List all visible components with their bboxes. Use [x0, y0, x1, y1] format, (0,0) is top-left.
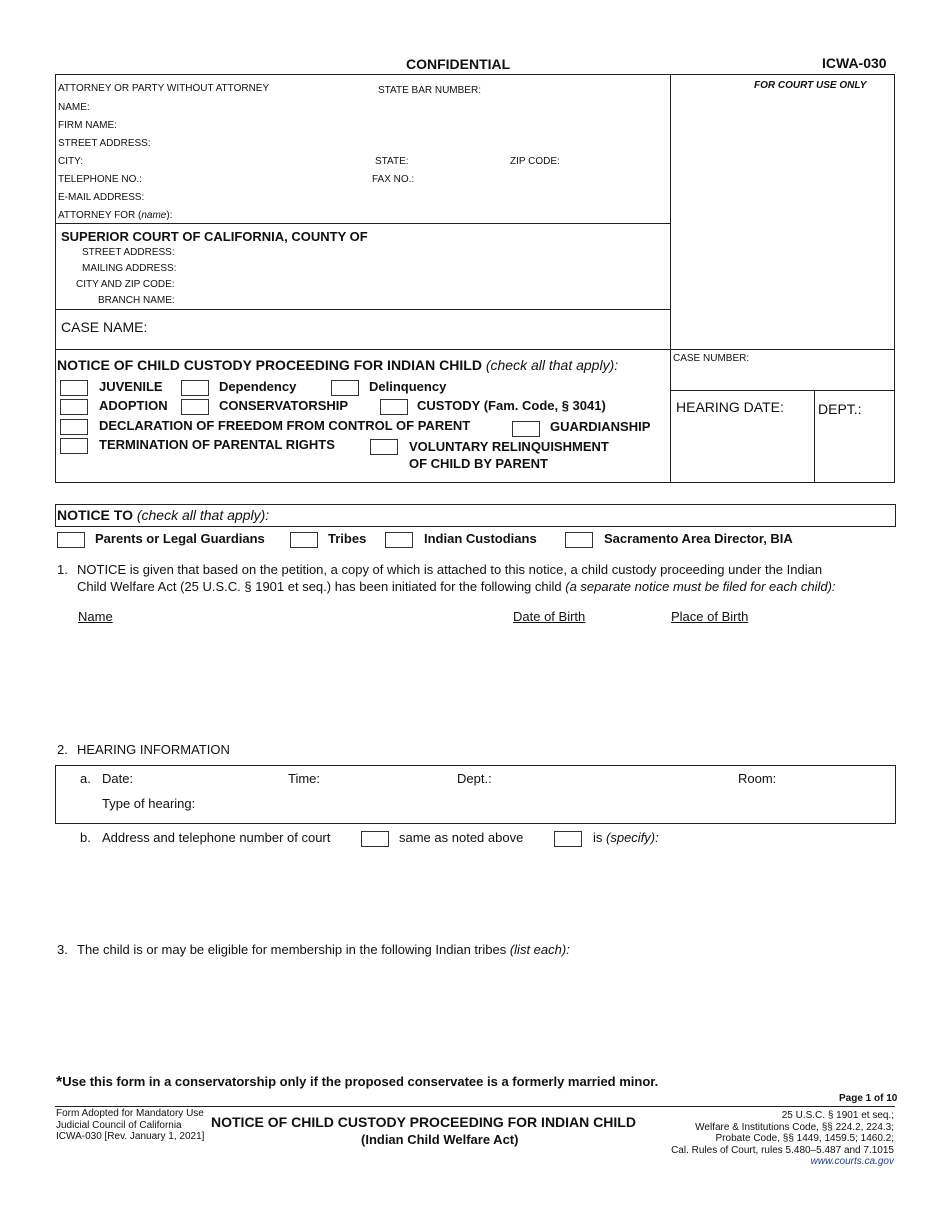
name-label: NAME: [58, 102, 90, 113]
court-city-zip-label: CITY AND ZIP CODE: [76, 279, 175, 290]
attorney-for-label: ATTORNEY FOR (name): [58, 210, 173, 221]
footer-subtitle: (Indian Child Welfare Act) [361, 1132, 519, 1147]
email-label: E-MAIL ADDRESS: [58, 192, 145, 203]
adoption-label: ADOPTION [99, 398, 168, 413]
termination-label: TERMINATION OF PARENTAL RIGHTS [99, 437, 335, 452]
hearing-dept-label: Dept.: [457, 771, 492, 786]
adoption-checkbox[interactable] [60, 399, 88, 415]
notice-title: NOTICE OF CHILD CUSTODY PROCEEDING FOR INDIAN CHILD (check all that apply): [57, 357, 619, 373]
hearing-type-label: Type of hearing: [102, 796, 196, 811]
custody-label: CUSTODY (Fam. Code, § 3041) [417, 398, 606, 413]
case-number-label: CASE NUMBER: [673, 353, 750, 364]
guardianship-label: GUARDIANSHIP [550, 419, 651, 434]
col-dob: Date of Birth [513, 609, 586, 624]
delinquency-checkbox[interactable] [331, 380, 359, 396]
conservatorship-checkbox[interactable] [181, 399, 209, 415]
specify-checkbox[interactable] [554, 831, 582, 847]
delinquency-label: Delinquency [369, 379, 447, 394]
footer-left: Form Adopted for Mandatory Use Judicial Council of California ICWA-030 [Rev. January 1, 2021] [56, 1108, 205, 1142]
footer-title: NOTICE OF CHILD CUSTODY PROCEEDING FOR INDIAN CHILD [211, 1114, 636, 1130]
court-branch-label: BRANCH NAME: [98, 295, 175, 306]
declaration-label: DECLARATION OF FREEDOM FROM CONTROL OF PARENT [99, 418, 471, 433]
telephone-label: TELEPHONE NO.: [58, 174, 142, 185]
case-name-label: CASE NAME: [61, 319, 148, 335]
dept-label: DEPT.: [818, 401, 862, 417]
voluntary-relinquishment-checkbox[interactable] [370, 439, 398, 455]
tribes-label: Tribes [328, 531, 367, 546]
same-as-above-checkbox[interactable] [361, 831, 389, 847]
hearing-date-field-label: Date: [102, 771, 134, 786]
firm-label: FIRM NAME: [58, 120, 117, 131]
court-address-label: Address and telephone number of court [102, 830, 331, 845]
juvenile-label: JUVENILE [99, 379, 163, 394]
col-name: Name [78, 609, 113, 624]
hearing-time-label: Time: [288, 771, 321, 786]
hearing-room-label: Room: [738, 771, 777, 786]
guardianship-checkbox[interactable] [512, 421, 540, 437]
footnote: *Use this form in a conservatorship only if the proposed conservatee is a formerly married minor. [56, 1074, 659, 1091]
dependency-checkbox[interactable] [181, 380, 209, 396]
indian-custodians-label: Indian Custodians [424, 531, 537, 546]
item2a-letter: a. [80, 771, 91, 786]
court-mailing-label: MAILING ADDRESS: [82, 263, 177, 274]
confidential-label: CONFIDENTIAL [406, 56, 511, 72]
dependency-label: Dependency [219, 379, 297, 394]
custody-checkbox[interactable] [380, 399, 408, 415]
state-label: STATE: [375, 156, 409, 167]
declaration-checkbox[interactable] [60, 419, 88, 435]
specify-label: is (specify): [593, 830, 659, 845]
state-bar-label: STATE BAR NUMBER: [378, 85, 481, 96]
court-heading: SUPERIOR COURT OF CALIFORNIA, COUNTY OF [61, 229, 368, 244]
bia-checkbox[interactable] [565, 532, 593, 548]
same-as-above-label: same as noted above [399, 830, 524, 845]
fax-label: FAX NO.: [372, 174, 415, 185]
col-pob: Place of Birth [671, 609, 749, 624]
form-id: ICWA-030 [822, 55, 887, 71]
voluntary-relinquishment-label-2: OF CHILD BY PARENT [409, 456, 548, 471]
tribes-checkbox[interactable] [290, 532, 318, 548]
juvenile-checkbox[interactable] [60, 380, 88, 396]
court-street-label: STREET ADDRESS: [82, 247, 175, 258]
footer-right: 25 U.S.C. § 1901 et seq.; Welfare & Institutions Code, §§ 224.2, 224.3; Probate Code, §§ 1449, 1459.5; 1460.2; Cal. Rules of Court, rules 5.480–5.487 and 7.1015 www.courts.ca.gov [671, 1110, 894, 1167]
indian-custodians-checkbox[interactable] [385, 532, 413, 548]
item1-number: 1. [57, 562, 68, 577]
conservatorship-label: CONSERVATORSHIP [219, 398, 349, 413]
item2-number: 2. [57, 742, 68, 757]
city-label: CITY: [58, 156, 84, 167]
court-use-only-label: FOR COURT USE ONLY [754, 80, 867, 91]
parents-checkbox[interactable] [57, 532, 85, 548]
item2-title: HEARING INFORMATION [77, 742, 230, 757]
item3-text: The child is or may be eligible for membership in the following Indian tribes (list each): [77, 942, 570, 957]
zip-label: ZIP CODE: [510, 156, 560, 167]
item1-text-2: Child Welfare Act (25 U.S.C. § 1901 et seq.) has been initiated for the following child (a separate notice must be filed for each child): [77, 579, 836, 594]
item1-text: NOTICE is given that based on the petition, a copy of which is attached to this notice, a child custody proceeding under the Indian [77, 562, 823, 577]
attorney-heading: ATTORNEY OR PARTY WITHOUT ATTORNEY [58, 83, 270, 94]
notice-to-heading: NOTICE TO (check all that apply): [57, 507, 270, 523]
hearing-date-label: HEARING DATE: [676, 399, 784, 415]
page-number: Page 1 of 10 [839, 1093, 898, 1104]
item2b-letter: b. [80, 830, 91, 845]
voluntary-relinquishment-label: VOLUNTARY RELINQUISHMENT [409, 439, 609, 454]
item3-number: 3. [57, 942, 68, 957]
courts-link[interactable]: www.courts.ca.gov [810, 1156, 894, 1167]
bia-label: Sacramento Area Director, BIA [604, 531, 793, 546]
street-label: STREET ADDRESS: [58, 138, 151, 149]
parents-label: Parents or Legal Guardians [95, 531, 265, 546]
termination-checkbox[interactable] [60, 438, 88, 454]
